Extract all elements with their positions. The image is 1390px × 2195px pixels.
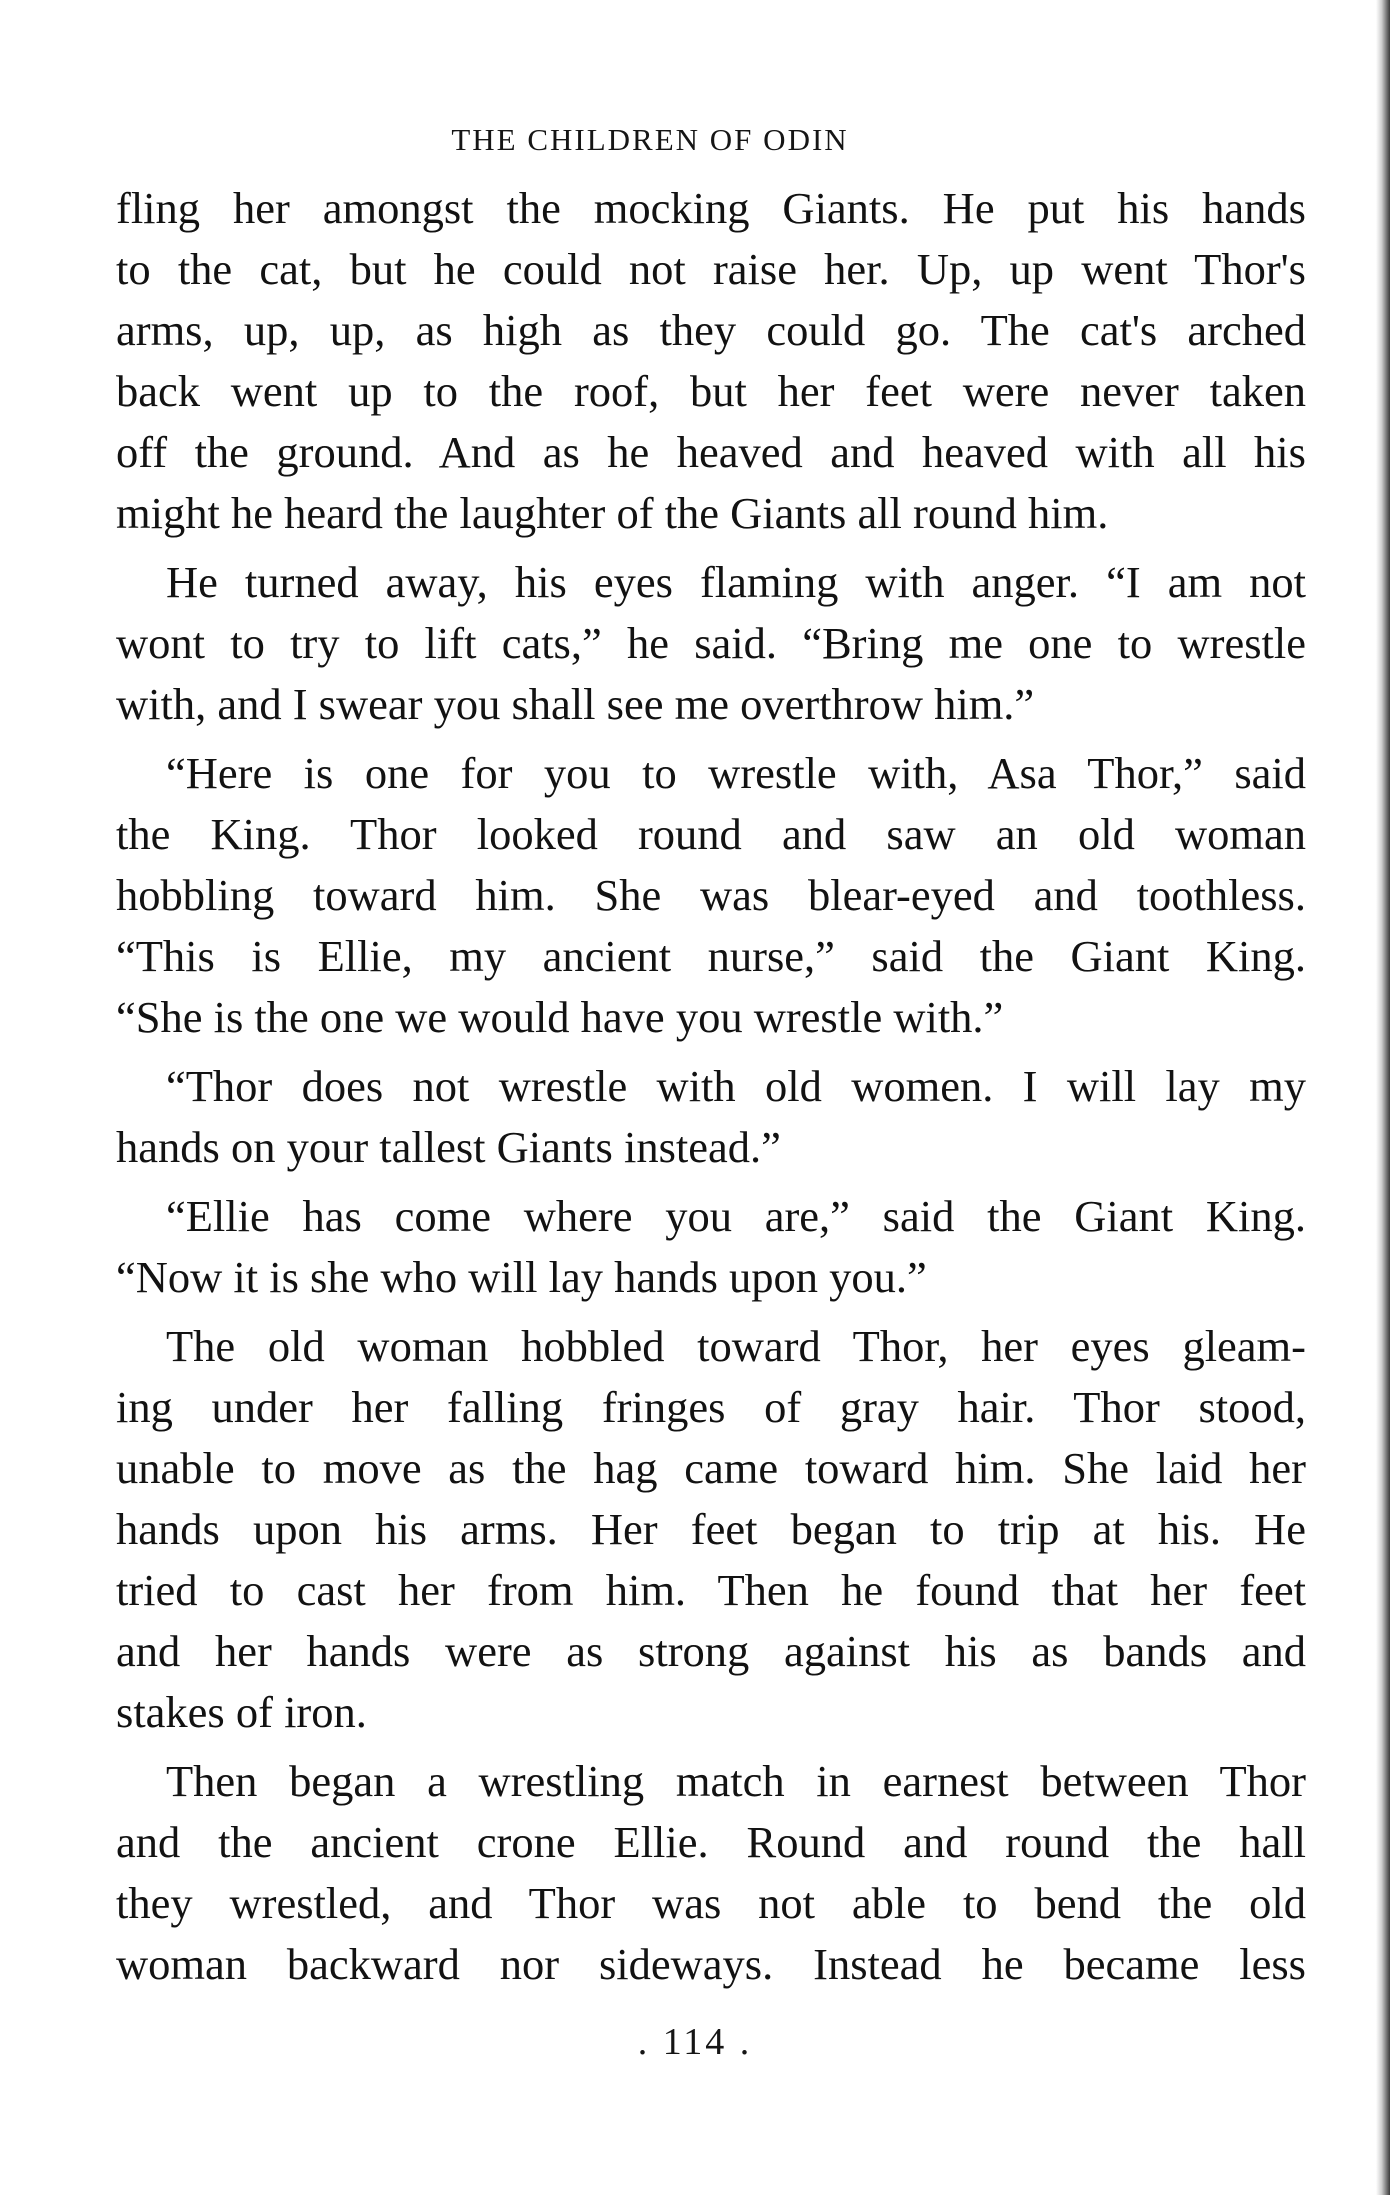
text-line: ing under her falling fringes of gray hair. Thor stood, bbox=[116, 1382, 1306, 1432]
text-line: the King. Thor looked round and saw an old woman bbox=[116, 809, 1306, 859]
text-line: “Here is one for you to wrestle with, Asa Thor,” said bbox=[166, 748, 1306, 798]
text-line: hands upon his arms. Her feet began to trip at his. He bbox=[116, 1504, 1306, 1554]
text-line: The old woman hobbled toward Thor, her eyes gleam- bbox=[166, 1321, 1306, 1371]
paragraph bbox=[116, 1186, 1306, 1308]
text-line: wont to try to lift cats,” he said. “Bring me one to wrestle bbox=[116, 618, 1306, 668]
page-edge-shadow bbox=[1376, 0, 1390, 2195]
text-line: He turned away, his eyes flaming with anger. “I am not bbox=[166, 557, 1306, 607]
paragraph bbox=[116, 1751, 1306, 1995]
running-head: THE CHILDREN OF ODIN bbox=[451, 122, 849, 157]
text-line: “Ellie has come where you are,” said the Giant King. bbox=[166, 1191, 1306, 1241]
text-line: hobbling toward him. She was blear-eyed and toothless. bbox=[116, 870, 1306, 920]
paragraph bbox=[116, 743, 1306, 1048]
text-line: arms, up, up, as high as they could go. The cat's arched bbox=[116, 305, 1306, 355]
text-line: off the ground. And as he heaved and heaved with all his bbox=[116, 427, 1306, 477]
text-line: tried to cast her from him. Then he found that her feet bbox=[116, 1565, 1306, 1615]
text-line: “Thor does not wrestle with old women. I will lay my bbox=[166, 1061, 1306, 1111]
text-line: back went up to the roof, but her feet were never taken bbox=[116, 366, 1306, 416]
text-line: and the ancient crone Ellie. Round and round the hall bbox=[116, 1817, 1306, 1867]
paragraph bbox=[116, 1056, 1306, 1178]
paragraph bbox=[116, 552, 1306, 735]
text-line: fling her amongst the mocking Giants. He put his hands bbox=[116, 183, 1306, 233]
paragraph bbox=[116, 1316, 1306, 1743]
text-line: with, and I swear you shall see me overthrow him.” bbox=[116, 679, 1035, 729]
page-number: . 114 . bbox=[637, 2021, 753, 2063]
text-line: stakes of iron. bbox=[116, 1687, 367, 1737]
text-line: woman backward nor sideways. Instead he became less bbox=[116, 1939, 1306, 1989]
body-text bbox=[116, 178, 1306, 1995]
text-line: might he heard the laughter of the Giants all round him. bbox=[116, 488, 1109, 538]
text-line: “She is the one we would have you wrestle with.” bbox=[116, 992, 1004, 1042]
text-line: to the cat, but he could not raise her. Up, up went Thor's bbox=[116, 244, 1306, 294]
paragraph bbox=[116, 178, 1306, 544]
text-line: and her hands were as strong against his as bands and bbox=[116, 1626, 1306, 1676]
text-line: hands on your tallest Giants instead.” bbox=[116, 1122, 781, 1172]
text-line: they wrestled, and Thor was not able to bend the old bbox=[116, 1878, 1306, 1928]
text-line: Then began a wrestling match in earnest between Thor bbox=[166, 1756, 1306, 1806]
text-line: unable to move as the hag came toward him. She laid her bbox=[116, 1443, 1306, 1493]
text-line: “This is Ellie, my ancient nurse,” said the Giant King. bbox=[116, 931, 1306, 981]
text-line: “Now it is she who will lay hands upon you.” bbox=[116, 1252, 927, 1302]
